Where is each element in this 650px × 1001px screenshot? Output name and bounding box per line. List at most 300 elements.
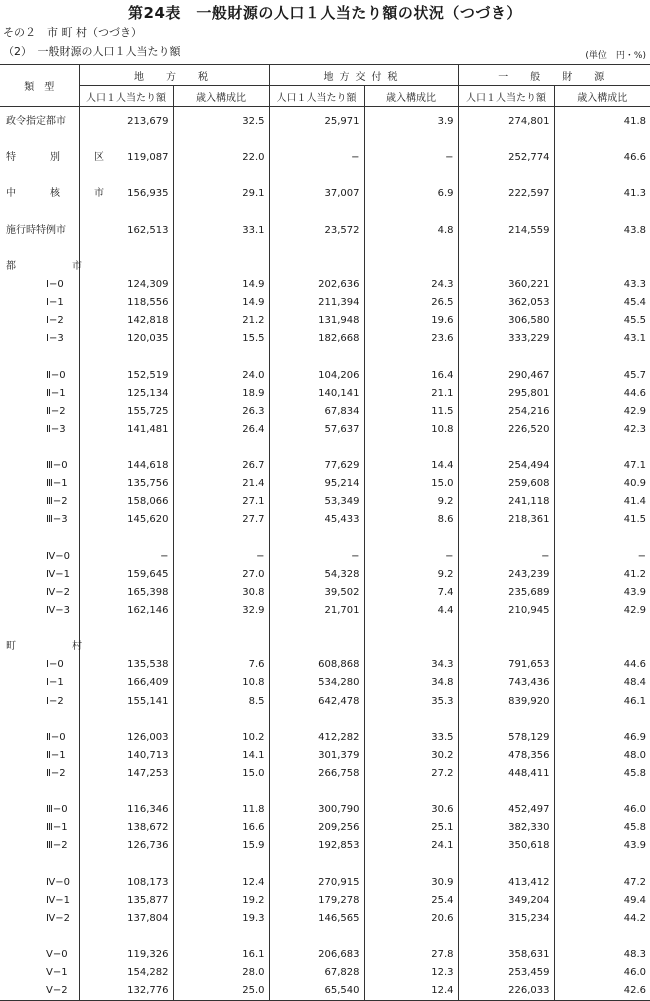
- ratio-cell: 47.2: [554, 874, 650, 892]
- ratio-cell: 14.1: [173, 747, 269, 765]
- row-label: [0, 855, 79, 873]
- per-capita-cell: 306,580: [458, 312, 554, 330]
- ratio-cell: [173, 638, 269, 656]
- row-label: Ⅳ−1: [46, 568, 70, 580]
- table-row: [0, 620, 650, 638]
- per-capita-cell: 65,540: [269, 982, 364, 1001]
- row-label: Ⅳ−2: [46, 912, 70, 924]
- per-capita-cell: 226,520: [458, 421, 554, 439]
- per-capita-cell: 839,920: [458, 693, 554, 711]
- ratio-cell: 4.8: [364, 222, 458, 240]
- table-header: [0, 65, 650, 107]
- ratio-cell: [554, 348, 650, 366]
- per-capita-cell: 202,636: [269, 276, 364, 294]
- ratio-cell: [173, 928, 269, 946]
- row-label: [0, 167, 79, 185]
- ratio-cell: 15.0: [364, 475, 458, 493]
- ratio-cell: 10.8: [364, 421, 458, 439]
- row-label: Ⅲ−1: [46, 478, 68, 490]
- per-capita-cell: 124,309: [79, 276, 173, 294]
- row-label: [0, 928, 79, 946]
- per-capita-cell: 211,394: [269, 294, 364, 312]
- ratio-cell: 11.5: [364, 403, 458, 421]
- per-capita-cell: 412,282: [269, 729, 364, 747]
- per-capita-cell: [458, 439, 554, 457]
- ratio-cell: 29.1: [173, 185, 269, 203]
- table-row: [0, 765, 650, 783]
- ratio-cell: 23.6: [364, 330, 458, 348]
- header-ratio: 歳入構成比: [364, 86, 458, 107]
- table-row: [0, 367, 650, 385]
- per-capita-cell: [458, 167, 554, 185]
- per-capita-cell: 300,790: [269, 801, 364, 819]
- ratio-cell: 19.3: [173, 910, 269, 928]
- ratio-cell: [364, 638, 458, 656]
- ratio-cell: [554, 204, 650, 222]
- per-capita-cell: 213,679: [79, 107, 173, 132]
- per-capita-cell: 578,129: [458, 729, 554, 747]
- per-capita-cell: 95,214: [269, 475, 364, 493]
- ratio-cell: 46.9: [554, 729, 650, 747]
- per-capita-cell: 108,173: [79, 874, 173, 892]
- header-local-allocation-tax: 地方交付税: [269, 65, 458, 86]
- ratio-cell: 43.9: [554, 837, 650, 855]
- per-capita-cell: 140,141: [269, 385, 364, 403]
- row-label: 政令指定都市: [6, 116, 66, 128]
- row-label: Ⅳ−2: [46, 586, 70, 598]
- ratio-cell: [173, 620, 269, 638]
- ratio-cell: [554, 131, 650, 149]
- per-capita-cell: 274,801: [458, 107, 554, 132]
- ratio-cell: 25.1: [364, 819, 458, 837]
- per-capita-cell: [269, 620, 364, 638]
- ratio-cell: 34.3: [364, 656, 458, 674]
- general-revenue-table: [0, 64, 650, 1001]
- per-capita-cell: 138,672: [79, 819, 173, 837]
- per-capita-cell: 382,330: [458, 819, 554, 837]
- per-capita-cell: [269, 928, 364, 946]
- per-capita-cell: 147,253: [79, 765, 173, 783]
- row-label: 特 別 区: [6, 152, 116, 164]
- per-capita-cell: −: [458, 548, 554, 566]
- per-capita-cell: 266,758: [269, 765, 364, 783]
- ratio-cell: 30.2: [364, 747, 458, 765]
- table-row: [0, 566, 650, 584]
- row-label: Ⅲ−0: [46, 804, 68, 816]
- per-capita-cell: 350,618: [458, 837, 554, 855]
- ratio-cell: 15.0: [173, 765, 269, 783]
- per-capita-cell: 135,538: [79, 656, 173, 674]
- ratio-cell: 32.5: [173, 107, 269, 132]
- table-body: [0, 107, 650, 1001]
- per-capita-cell: 452,497: [458, 801, 554, 819]
- ratio-cell: 8.5: [173, 693, 269, 711]
- per-capita-cell: [458, 258, 554, 276]
- table-row: [0, 910, 650, 928]
- ratio-cell: 10.8: [173, 674, 269, 692]
- per-capita-cell: 209,256: [269, 819, 364, 837]
- table-row: [0, 185, 650, 203]
- ratio-cell: 42.9: [554, 403, 650, 421]
- ratio-cell: [173, 783, 269, 801]
- per-capita-cell: 67,828: [269, 964, 364, 982]
- ratio-cell: [173, 348, 269, 366]
- row-label: Ⅰ−2: [46, 315, 64, 327]
- row-label: Ⅰ−3: [46, 333, 64, 345]
- ratio-cell: 27.7: [173, 511, 269, 529]
- per-capita-cell: 141,481: [79, 421, 173, 439]
- per-capita-cell: 57,637: [269, 421, 364, 439]
- ratio-cell: 27.1: [173, 493, 269, 511]
- table-row: [0, 874, 650, 892]
- ratio-cell: 45.8: [554, 819, 650, 837]
- per-capita-cell: [458, 620, 554, 638]
- row-label: Ⅰ−1: [46, 677, 64, 689]
- per-capita-cell: 126,736: [79, 837, 173, 855]
- ratio-cell: [364, 240, 458, 258]
- table-row: [0, 928, 650, 946]
- ratio-cell: 8.6: [364, 511, 458, 529]
- row-label: Ⅲ−2: [46, 840, 68, 852]
- row-label: [0, 240, 79, 258]
- ratio-cell: [364, 258, 458, 276]
- ratio-cell: 48.4: [554, 674, 650, 692]
- ratio-cell: 45.5: [554, 312, 650, 330]
- per-capita-cell: 116,346: [79, 801, 173, 819]
- ratio-cell: 46.1: [554, 693, 650, 711]
- per-capita-cell: 67,834: [269, 403, 364, 421]
- row-label: 中 核 市: [6, 188, 116, 200]
- ratio-cell: [554, 638, 650, 656]
- ratio-cell: [364, 928, 458, 946]
- row-label: Ⅰ−2: [46, 695, 64, 707]
- per-capita-cell: 206,683: [269, 946, 364, 964]
- per-capita-cell: 135,756: [79, 475, 173, 493]
- unit-note: (単位 円・%): [585, 51, 646, 61]
- row-label: 町 村: [6, 641, 94, 653]
- ratio-cell: 11.8: [173, 801, 269, 819]
- ratio-cell: 32.9: [173, 602, 269, 620]
- header-general-revenue: 一 般 財 源: [458, 65, 650, 86]
- per-capita-cell: [79, 240, 173, 258]
- row-label: Ⅱ−0: [46, 369, 66, 381]
- per-capita-cell: 295,801: [458, 385, 554, 403]
- ratio-cell: [173, 439, 269, 457]
- row-label: Ⅲ−3: [46, 514, 68, 526]
- per-capita-cell: 608,868: [269, 656, 364, 674]
- per-capita-cell: 179,278: [269, 892, 364, 910]
- per-capita-cell: 270,915: [269, 874, 364, 892]
- table-row: [0, 403, 650, 421]
- table-row: [0, 439, 650, 457]
- per-capita-cell: [269, 258, 364, 276]
- per-capita-cell: 413,412: [458, 874, 554, 892]
- per-capita-cell: 252,774: [458, 149, 554, 167]
- per-capita-cell: 642,478: [269, 693, 364, 711]
- table-title: 第24表 一般財源の人口１人当たり額の状況（つづき）: [128, 4, 522, 22]
- ratio-cell: 43.9: [554, 584, 650, 602]
- table-row: [0, 837, 650, 855]
- ratio-cell: 16.6: [173, 819, 269, 837]
- row-label: Ⅲ−1: [46, 822, 68, 834]
- ratio-cell: [554, 783, 650, 801]
- per-capita-cell: [458, 348, 554, 366]
- ratio-cell: 21.1: [364, 385, 458, 403]
- ratio-cell: 7.6: [173, 656, 269, 674]
- row-label: Ⅱ−2: [46, 405, 66, 417]
- per-capita-cell: [269, 439, 364, 457]
- table-row: [0, 258, 650, 276]
- ratio-cell: [173, 240, 269, 258]
- per-capita-cell: [79, 131, 173, 149]
- per-capita-cell: 162,513: [79, 222, 173, 240]
- per-capita-cell: [269, 783, 364, 801]
- per-capita-cell: 152,519: [79, 367, 173, 385]
- ratio-cell: 21.2: [173, 312, 269, 330]
- ratio-cell: [554, 928, 650, 946]
- per-capita-cell: 534,280: [269, 674, 364, 692]
- table-row: [0, 783, 650, 801]
- table-row: [0, 693, 650, 711]
- per-capita-cell: 333,229: [458, 330, 554, 348]
- ratio-cell: 34.8: [364, 674, 458, 692]
- header-type: 類 型: [0, 65, 79, 107]
- ratio-cell: [554, 167, 650, 185]
- ratio-cell: 24.0: [173, 367, 269, 385]
- ratio-cell: 10.2: [173, 729, 269, 747]
- per-capita-cell: 125,134: [79, 385, 173, 403]
- row-label: Ⅳ−0: [46, 876, 70, 888]
- ratio-cell: [173, 711, 269, 729]
- header-ratio: 歳入構成比: [554, 86, 650, 107]
- ratio-cell: 16.4: [364, 367, 458, 385]
- per-capita-cell: 140,713: [79, 747, 173, 765]
- per-capita-cell: 358,631: [458, 946, 554, 964]
- ratio-cell: 20.6: [364, 910, 458, 928]
- ratio-cell: 22.0: [173, 149, 269, 167]
- per-capita-cell: [79, 855, 173, 873]
- per-capita-cell: 235,689: [458, 584, 554, 602]
- per-capita-cell: 254,494: [458, 457, 554, 475]
- table-row: [0, 946, 650, 964]
- ratio-cell: [173, 131, 269, 149]
- ratio-cell: 49.4: [554, 892, 650, 910]
- per-capita-cell: 349,204: [458, 892, 554, 910]
- table-row: [0, 421, 650, 439]
- per-capita-cell: [269, 711, 364, 729]
- row-label: Ⅳ−1: [46, 894, 70, 906]
- per-capita-cell: 54,328: [269, 566, 364, 584]
- per-capita-cell: 39,502: [269, 584, 364, 602]
- row-label: [0, 711, 79, 729]
- ratio-cell: 25.0: [173, 982, 269, 1001]
- ratio-cell: 26.5: [364, 294, 458, 312]
- per-capita-cell: [79, 439, 173, 457]
- ratio-cell: 12.4: [364, 982, 458, 1001]
- table-row: [0, 348, 650, 366]
- ratio-cell: 25.4: [364, 892, 458, 910]
- table-row: [0, 855, 650, 873]
- row-label: [0, 204, 79, 222]
- per-capita-cell: 53,349: [269, 493, 364, 511]
- header-per-capita: 人口１人当たり額: [458, 86, 554, 107]
- ratio-cell: [364, 348, 458, 366]
- ratio-cell: 47.1: [554, 457, 650, 475]
- section-subtitle: その２ 市 町 村（つづき）: [3, 26, 142, 39]
- row-label: [0, 348, 79, 366]
- ratio-cell: 33.1: [173, 222, 269, 240]
- per-capita-cell: 192,853: [269, 837, 364, 855]
- row-label: Ⅲ−2: [46, 496, 68, 508]
- per-capita-cell: 25,971: [269, 107, 364, 132]
- per-capita-cell: 166,409: [79, 674, 173, 692]
- row-label: Ⅱ−1: [46, 749, 66, 761]
- row-label: [0, 783, 79, 801]
- ratio-cell: 28.0: [173, 964, 269, 982]
- per-capita-cell: 119,326: [79, 946, 173, 964]
- ratio-cell: 44.6: [554, 385, 650, 403]
- table-row: [0, 602, 650, 620]
- ratio-cell: 24.3: [364, 276, 458, 294]
- ratio-cell: 44.6: [554, 656, 650, 674]
- ratio-cell: 48.0: [554, 747, 650, 765]
- per-capita-cell: 315,234: [458, 910, 554, 928]
- ratio-cell: [364, 620, 458, 638]
- per-capita-cell: 119,087: [79, 149, 173, 167]
- ratio-cell: 45.8: [554, 765, 650, 783]
- per-capita-cell: 290,467: [458, 367, 554, 385]
- row-label: Ⅱ−0: [46, 731, 66, 743]
- ratio-cell: 26.7: [173, 457, 269, 475]
- per-capita-cell: [458, 783, 554, 801]
- per-capita-cell: [79, 167, 173, 185]
- ratio-cell: 40.9: [554, 475, 650, 493]
- ratio-cell: [364, 204, 458, 222]
- table-row: [0, 801, 650, 819]
- per-capita-cell: 253,459: [458, 964, 554, 982]
- per-capita-cell: [269, 638, 364, 656]
- ratio-cell: −: [554, 548, 650, 566]
- ratio-cell: 4.4: [364, 602, 458, 620]
- ratio-cell: [364, 783, 458, 801]
- per-capita-cell: 135,877: [79, 892, 173, 910]
- row-label: 都 市: [6, 260, 94, 272]
- ratio-cell: 46.0: [554, 801, 650, 819]
- ratio-cell: 43.8: [554, 222, 650, 240]
- ratio-cell: 33.5: [364, 729, 458, 747]
- header-per-capita: 人口１人当たり額: [79, 86, 173, 107]
- per-capita-cell: 162,146: [79, 602, 173, 620]
- table-row: [0, 747, 650, 765]
- ratio-cell: 43.3: [554, 276, 650, 294]
- ratio-cell: [554, 620, 650, 638]
- per-capita-cell: [269, 167, 364, 185]
- ratio-cell: −: [364, 548, 458, 566]
- row-label: [0, 530, 79, 548]
- table-row: [0, 511, 650, 529]
- per-capita-cell: 137,804: [79, 910, 173, 928]
- ratio-cell: 42.3: [554, 421, 650, 439]
- per-capita-cell: [269, 530, 364, 548]
- per-capita-cell: 222,597: [458, 185, 554, 203]
- ratio-cell: 26.4: [173, 421, 269, 439]
- per-capita-cell: [79, 348, 173, 366]
- ratio-cell: 18.9: [173, 385, 269, 403]
- ratio-cell: 48.3: [554, 946, 650, 964]
- table-row: [0, 240, 650, 258]
- table-subtitle: （2） 一般財源の人口１人当たり額: [3, 45, 181, 58]
- row-label: Ⅴ−2: [0, 982, 79, 1001]
- row-label: Ⅲ−0: [46, 460, 68, 472]
- row-label: [0, 439, 79, 457]
- per-capita-cell: 165,398: [79, 584, 173, 602]
- per-capita-cell: [79, 530, 173, 548]
- ratio-cell: [173, 530, 269, 548]
- table-row: [0, 530, 650, 548]
- per-capita-cell: 155,141: [79, 693, 173, 711]
- ratio-cell: 27.0: [173, 566, 269, 584]
- table-row: [0, 131, 650, 149]
- per-capita-cell: [79, 783, 173, 801]
- per-capita-cell: 155,725: [79, 403, 173, 421]
- per-capita-cell: 301,379: [269, 747, 364, 765]
- table-row: [0, 312, 650, 330]
- ratio-cell: 30.8: [173, 584, 269, 602]
- ratio-cell: 12.4: [173, 874, 269, 892]
- table-row: [0, 729, 650, 747]
- ratio-cell: 14.9: [173, 294, 269, 312]
- ratio-cell: [554, 530, 650, 548]
- ratio-cell: 7.4: [364, 584, 458, 602]
- ratio-cell: 46.6: [554, 149, 650, 167]
- per-capita-cell: 132,776: [79, 982, 173, 1001]
- ratio-cell: 12.3: [364, 964, 458, 982]
- table-row: [0, 149, 650, 167]
- per-capita-cell: [458, 530, 554, 548]
- row-label: Ⅰ−1: [46, 297, 64, 309]
- per-capita-cell: 120,035: [79, 330, 173, 348]
- table-row: [0, 819, 650, 837]
- ratio-cell: 19.2: [173, 892, 269, 910]
- ratio-cell: [364, 167, 458, 185]
- per-capita-cell: 37,007: [269, 185, 364, 203]
- ratio-cell: [554, 711, 650, 729]
- ratio-cell: 41.8: [554, 107, 650, 132]
- per-capita-cell: 241,118: [458, 493, 554, 511]
- row-label: Ⅰ−0: [46, 659, 64, 671]
- ratio-cell: −: [173, 548, 269, 566]
- per-capita-cell: 104,206: [269, 367, 364, 385]
- ratio-cell: 27.8: [364, 946, 458, 964]
- per-capita-cell: [458, 855, 554, 873]
- ratio-cell: [173, 204, 269, 222]
- row-label: Ⅱ−1: [46, 387, 66, 399]
- per-capita-cell: [79, 928, 173, 946]
- per-capita-cell: [269, 240, 364, 258]
- row-label: Ⅴ−0: [46, 949, 68, 961]
- table-row: [0, 982, 650, 1001]
- per-capita-cell: −: [269, 149, 364, 167]
- ratio-cell: 30.6: [364, 801, 458, 819]
- table-row: [0, 330, 650, 348]
- row-label: Ⅳ−0: [46, 550, 70, 562]
- per-capita-cell: [458, 928, 554, 946]
- per-capita-cell: 210,945: [458, 602, 554, 620]
- ratio-cell: 21.4: [173, 475, 269, 493]
- per-capita-cell: −: [269, 548, 364, 566]
- ratio-cell: 26.3: [173, 403, 269, 421]
- ratio-cell: [364, 530, 458, 548]
